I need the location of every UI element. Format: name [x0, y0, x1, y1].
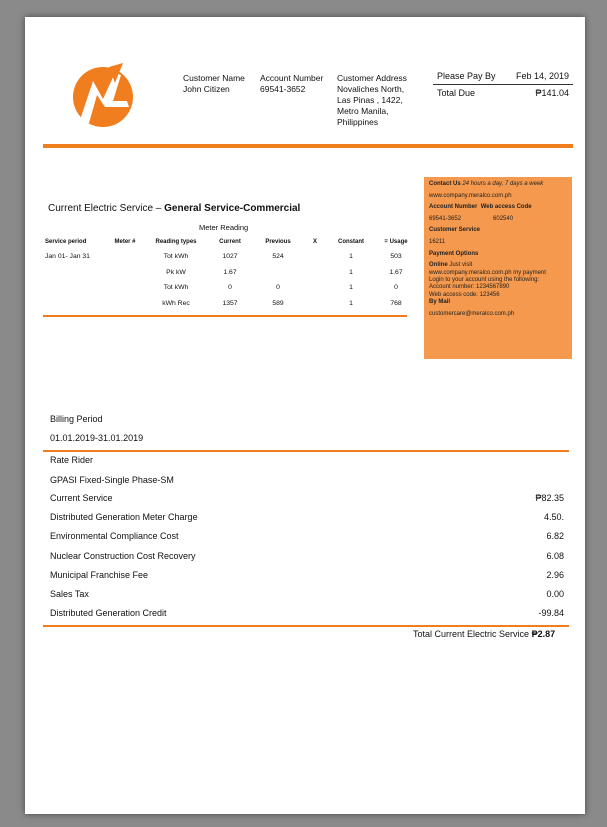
- charge-amount: 4.50.: [543, 512, 564, 522]
- charge-label: Municipal Franchise Fee: [50, 570, 149, 580]
- pay-by-date: Feb 14, 2019: [515, 71, 569, 81]
- customer-name-block: [183, 73, 245, 95]
- table-cell: [45, 296, 105, 312]
- website-link[interactable]: www.company.meralco.com.ph: [429, 192, 512, 199]
- charge-row: [50, 512, 564, 522]
- bill-page: [25, 17, 585, 814]
- address-line: Novaliches North,: [337, 84, 405, 94]
- table-cell: [105, 280, 145, 296]
- pay-by-label: Please Pay By: [437, 71, 496, 81]
- login-account-number: Account number: 1234567890: [429, 284, 510, 291]
- table-cell: Tot kWh: [163, 253, 189, 261]
- table-row: [45, 249, 417, 265]
- panel-web-code-label: Web access Code: [480, 204, 532, 211]
- divider: [433, 84, 573, 85]
- total-due-amount: ₱141.04: [535, 88, 569, 98]
- column-header: Meter #: [114, 239, 136, 245]
- rate-type: GPASI Fixed-Single Phase-SM: [50, 475, 174, 485]
- panel-account-label: Account Number: [429, 204, 478, 211]
- table-cell: 1.67: [223, 268, 237, 276]
- header-rule: [43, 144, 573, 148]
- total-current-service: [413, 629, 555, 639]
- table-cell: 589: [272, 299, 284, 307]
- charge-amount: ₱82.35: [535, 493, 564, 503]
- meter-reading-table: [45, 235, 417, 311]
- customer-service-label: Customer Service: [429, 227, 481, 234]
- column-header: Reading types: [155, 239, 197, 245]
- online-url[interactable]: www.company.meralco.com.ph my payment: [429, 269, 546, 276]
- charge-amount: -99.84: [538, 608, 564, 618]
- table-cell: [253, 265, 303, 281]
- total-due-label: Total Due: [437, 88, 476, 98]
- charge-row: [50, 608, 564, 618]
- customer-address-block: [337, 73, 407, 128]
- address-line: Metro Manila,: [337, 106, 389, 116]
- table-cell: [303, 265, 327, 281]
- table-cell: [105, 265, 145, 281]
- login-web-code: Web access code: 123456: [429, 291, 500, 298]
- table-cell: 0: [394, 284, 398, 292]
- service-title-prefix: Current Electric Service –: [48, 203, 165, 214]
- table-cell: 1: [349, 299, 353, 307]
- table-cell: kWh Rec: [162, 299, 190, 307]
- payment-summary: [433, 69, 573, 100]
- login-text: Login to your account using the following:: [429, 276, 540, 283]
- charge-row: [50, 589, 564, 599]
- table-cell: 524: [272, 253, 284, 261]
- table-cell: [45, 265, 105, 281]
- table-cell: Tot kWh: [163, 284, 189, 292]
- charge-amount: 6.82: [546, 531, 564, 541]
- table-row: [45, 265, 417, 281]
- address-line: Las Pinas , 1422,: [337, 95, 403, 105]
- table-cell: [105, 249, 145, 265]
- table-cell: [105, 296, 145, 312]
- table-cell: Pk kW: [166, 268, 186, 276]
- column-header: = Usage: [384, 239, 408, 245]
- table-cell: [303, 249, 327, 265]
- charge-label: Current Service: [50, 493, 113, 503]
- table-cell: 1: [349, 253, 353, 261]
- charge-amount: 2.96: [546, 570, 564, 580]
- charges-rule: [43, 625, 569, 627]
- charge-amount: 6.08: [546, 551, 564, 561]
- service-title: [48, 203, 300, 214]
- contact-panel: [424, 177, 572, 359]
- table-cell: 503: [390, 253, 402, 261]
- charge-row: [50, 531, 564, 541]
- table-header-row: [45, 235, 417, 249]
- table-cell: 1027: [222, 253, 238, 261]
- panel-account-value: 69541-3652: [429, 215, 462, 222]
- table-cell: 1: [349, 284, 353, 292]
- table-cell: [303, 280, 327, 296]
- table-cell: [45, 280, 105, 296]
- customer-name-label: Customer Name: [183, 73, 245, 83]
- table-cell: 1357: [222, 299, 238, 307]
- billing-period: 01.01.2019-31.01.2019: [50, 433, 144, 443]
- company-logo: [69, 61, 137, 129]
- contact-hours: 24 hours a day, 7 days a week: [462, 181, 544, 187]
- charge-row: [50, 570, 564, 580]
- table-cell: 1.67: [389, 268, 403, 276]
- table-cell: [303, 296, 327, 312]
- meter-table-rule: [43, 315, 407, 317]
- column-header: Constant: [338, 239, 364, 245]
- account-number: 69541-3652: [260, 84, 306, 94]
- column-header: Service period: [45, 239, 87, 245]
- total-label: Total Current Electric Service: [413, 629, 530, 639]
- table-cell: Jan 01- Jan 31: [45, 253, 90, 261]
- charge-row: [50, 493, 564, 503]
- pay-by-row: [433, 69, 573, 83]
- table-row: [45, 296, 417, 312]
- account-number-block: [260, 73, 323, 95]
- account-number-label: Account Number: [260, 73, 324, 83]
- contact-label: Contact Us: [429, 181, 461, 187]
- charge-row: [50, 551, 564, 561]
- table-cell: 1: [349, 268, 353, 276]
- rate-rider-label: Rate Rider: [50, 455, 94, 465]
- column-header: Previous: [265, 239, 291, 245]
- customer-address-label: Customer Address: [337, 73, 407, 83]
- billing-period-label: Billing Period: [50, 414, 103, 424]
- customer-name: John Citizen: [183, 84, 230, 94]
- address-line: Philippines: [337, 117, 379, 127]
- charge-label: Distributed Generation Credit: [50, 608, 167, 618]
- payment-options-label: Payment Options: [429, 250, 479, 257]
- mail-address[interactable]: customercare@meralco.com.ph: [429, 310, 515, 317]
- online-label: Online: [429, 262, 448, 269]
- total-due-row: [433, 86, 573, 100]
- online-text: Just visit: [449, 262, 473, 269]
- by-mail-label: By Mail: [429, 299, 451, 306]
- total-amount: ₱2.87: [531, 629, 556, 639]
- column-header: X: [312, 239, 317, 245]
- column-header: Current: [219, 239, 241, 245]
- customer-service-number: 16211: [429, 238, 446, 245]
- table-cell: 768: [390, 299, 402, 307]
- charge-amount: 0.00: [546, 589, 564, 599]
- table-row: [45, 280, 417, 296]
- service-type: General Service-Commercial: [164, 203, 301, 214]
- charge-label: Environmental Compliance Cost: [50, 531, 179, 541]
- charge-label: Sales Tax: [50, 589, 89, 599]
- meter-reading-caption: Meter Reading: [199, 223, 249, 232]
- table-cell: 0: [276, 284, 280, 292]
- table-cell: 0: [228, 284, 232, 292]
- panel-web-code-value: 602540: [493, 215, 514, 222]
- billing-rule: [43, 450, 569, 452]
- charge-label: Nuclear Construction Cost Recovery: [50, 551, 196, 561]
- charge-label: Distributed Generation Meter Charge: [50, 512, 198, 522]
